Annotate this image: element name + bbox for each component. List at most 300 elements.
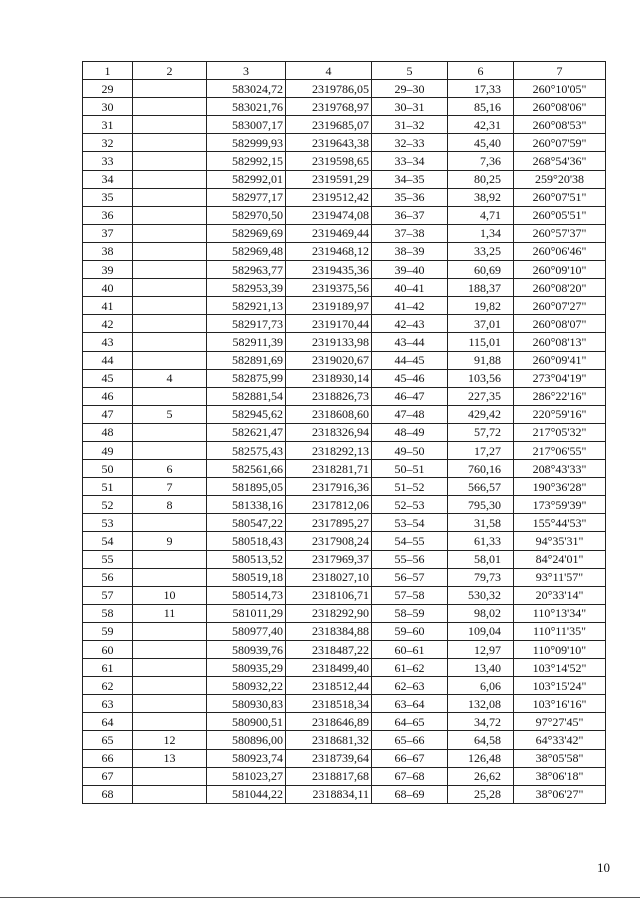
cell-length: 1,34	[448, 224, 514, 242]
cell-y-coordinate: 2317969,37	[286, 550, 372, 568]
table-row	[83, 586, 606, 604]
cell-x-coordinate: 582945,62	[207, 405, 286, 423]
cell-x-coordinate: 582977,17	[207, 188, 286, 206]
table-row	[83, 713, 606, 731]
cell-length: 91,88	[448, 351, 514, 369]
cell-x-coordinate: 582575,43	[207, 441, 286, 459]
cell-y-coordinate: 2319020,67	[286, 351, 372, 369]
cell-turning-point	[133, 188, 207, 206]
cell-turning-point	[133, 315, 207, 333]
cell-length: 33,25	[448, 242, 514, 260]
table-row	[83, 731, 606, 749]
table-row	[83, 152, 606, 170]
table-row	[83, 333, 606, 351]
cell-point-number: 65	[83, 731, 133, 749]
cell-point-number: 31	[83, 116, 133, 134]
cell-direction-angle: 217°06'55"	[514, 441, 606, 459]
cell-direction-angle: 273°04'19"	[514, 369, 606, 387]
cell-x-coordinate: 582963,77	[207, 261, 286, 279]
table-row	[83, 224, 606, 242]
cell-y-coordinate: 2318027,10	[286, 568, 372, 586]
cell-length: 4,71	[448, 206, 514, 224]
cell-point-number: 42	[83, 315, 133, 333]
cell-point-number: 38	[83, 242, 133, 260]
cell-turning-point	[133, 785, 207, 803]
coordinates-table	[82, 61, 606, 804]
cell-point-number: 47	[83, 405, 133, 423]
cell-point-number: 49	[83, 441, 133, 459]
cell-x-coordinate: 581338,16	[207, 496, 286, 514]
cell-direction-angle: 217°05'32"	[514, 423, 606, 441]
cell-y-coordinate: 2318681,32	[286, 731, 372, 749]
cell-turning-point	[133, 170, 207, 188]
cell-x-coordinate: 580514,73	[207, 586, 286, 604]
table-row	[83, 550, 606, 568]
cell-turning-point	[133, 279, 207, 297]
cell-y-coordinate: 2319685,07	[286, 116, 372, 134]
cell-x-coordinate: 582921,13	[207, 297, 286, 315]
cell-turning-point	[133, 80, 207, 98]
cell-x-coordinate: 582891,69	[207, 351, 286, 369]
cell-length: 7,36	[448, 152, 514, 170]
cell-direction-angle: 260°08'06"	[514, 98, 606, 116]
cell-segment: 59–60	[372, 622, 448, 640]
cell-turning-point: 11	[133, 604, 207, 622]
table-row	[83, 441, 606, 459]
cell-segment: 45–46	[372, 369, 448, 387]
table-row	[83, 80, 606, 98]
cell-segment: 32–33	[372, 134, 448, 152]
cell-y-coordinate: 2317916,36	[286, 478, 372, 496]
cell-point-number: 48	[83, 423, 133, 441]
cell-point-number: 66	[83, 749, 133, 767]
cell-turning-point	[133, 351, 207, 369]
cell-turning-point: 7	[133, 478, 207, 496]
cell-x-coordinate: 582969,48	[207, 242, 286, 260]
cell-turning-point	[133, 297, 207, 315]
cell-length: 429,42	[448, 405, 514, 423]
cell-segment: 40–41	[372, 279, 448, 297]
cell-direction-angle: 259°20'38	[514, 170, 606, 188]
cell-point-number: 52	[83, 496, 133, 514]
bottom-divider	[0, 897, 640, 898]
cell-point-number: 53	[83, 514, 133, 532]
table-row	[83, 767, 606, 785]
cell-y-coordinate: 2318106,71	[286, 586, 372, 604]
cell-direction-angle: 110°09'10"	[514, 641, 606, 659]
cell-x-coordinate: 582969,69	[207, 224, 286, 242]
cell-turning-point: 5	[133, 405, 207, 423]
cell-y-coordinate: 2318826,73	[286, 387, 372, 405]
column-header-y-coordinate: 4	[286, 62, 372, 80]
cell-turning-point: 6	[133, 460, 207, 478]
cell-turning-point	[133, 550, 207, 568]
table-row	[83, 206, 606, 224]
cell-segment: 33–34	[372, 152, 448, 170]
cell-turning-point	[133, 242, 207, 260]
cell-length: 79,73	[448, 568, 514, 586]
cell-length: 795,30	[448, 496, 514, 514]
cell-y-coordinate: 2319598,65	[286, 152, 372, 170]
cell-direction-angle: 38°06'27"	[514, 785, 606, 803]
cell-direction-angle: 103°16'16"	[514, 695, 606, 713]
cell-length: 17,27	[448, 441, 514, 459]
cell-x-coordinate: 580935,29	[207, 659, 286, 677]
cell-point-number: 35	[83, 188, 133, 206]
cell-segment: 38–39	[372, 242, 448, 260]
cell-turning-point	[133, 423, 207, 441]
cell-point-number: 50	[83, 460, 133, 478]
table-row	[83, 405, 606, 423]
cell-segment: 62–63	[372, 677, 448, 695]
cell-y-coordinate: 2319468,12	[286, 242, 372, 260]
cell-length: 85,16	[448, 98, 514, 116]
cell-y-coordinate: 2318608,60	[286, 405, 372, 423]
cell-y-coordinate: 2317895,27	[286, 514, 372, 532]
cell-x-coordinate: 580547,22	[207, 514, 286, 532]
cell-turning-point	[133, 659, 207, 677]
cell-x-coordinate: 581895,05	[207, 478, 286, 496]
cell-y-coordinate: 2319768,97	[286, 98, 372, 116]
cell-point-number: 44	[83, 351, 133, 369]
cell-point-number: 61	[83, 659, 133, 677]
cell-x-coordinate: 580519,18	[207, 568, 286, 586]
cell-point-number: 43	[83, 333, 133, 351]
cell-point-number: 34	[83, 170, 133, 188]
cell-turning-point	[133, 767, 207, 785]
column-header-point-number: 1	[83, 62, 133, 80]
cell-segment: 65–66	[372, 731, 448, 749]
cell-segment: 37–38	[372, 224, 448, 242]
cell-point-number: 62	[83, 677, 133, 695]
cell-y-coordinate: 2319133,98	[286, 333, 372, 351]
cell-x-coordinate: 582561,66	[207, 460, 286, 478]
cell-point-number: 29	[83, 80, 133, 98]
cell-length: 64,58	[448, 731, 514, 749]
cell-turning-point	[133, 677, 207, 695]
cell-x-coordinate: 582911,39	[207, 333, 286, 351]
table-row	[83, 514, 606, 532]
cell-length: 45,40	[448, 134, 514, 152]
cell-length: 34,72	[448, 713, 514, 731]
cell-direction-angle: 286°22'16"	[514, 387, 606, 405]
cell-turning-point	[133, 514, 207, 532]
table-row	[83, 261, 606, 279]
cell-y-coordinate: 2318292,13	[286, 441, 372, 459]
cell-segment: 46–47	[372, 387, 448, 405]
cell-point-number: 54	[83, 532, 133, 550]
table-row	[83, 188, 606, 206]
cell-point-number: 36	[83, 206, 133, 224]
table-row	[83, 279, 606, 297]
table-row	[83, 134, 606, 152]
column-header-length: 6	[448, 62, 514, 80]
cell-x-coordinate: 581044,22	[207, 785, 286, 803]
table-row	[83, 423, 606, 441]
cell-segment: 64–65	[372, 713, 448, 731]
cell-y-coordinate: 2319469,44	[286, 224, 372, 242]
table-row	[83, 749, 606, 767]
cell-segment: 30–31	[372, 98, 448, 116]
cell-segment: 56–57	[372, 568, 448, 586]
table-row	[83, 170, 606, 188]
cell-length: 25,28	[448, 785, 514, 803]
cell-x-coordinate: 583024,72	[207, 80, 286, 98]
cell-length: 98,02	[448, 604, 514, 622]
cell-direction-angle: 103°15'24"	[514, 677, 606, 695]
cell-point-number: 46	[83, 387, 133, 405]
table-row	[83, 659, 606, 677]
page-number: 10	[597, 860, 610, 875]
cell-segment: 34–35	[372, 170, 448, 188]
table-row	[83, 460, 606, 478]
cell-y-coordinate: 2318834,11	[286, 785, 372, 803]
cell-point-number: 55	[83, 550, 133, 568]
cell-turning-point	[133, 333, 207, 351]
cell-y-coordinate: 2319786,05	[286, 80, 372, 98]
cell-y-coordinate: 2318512,44	[286, 677, 372, 695]
cell-turning-point	[133, 713, 207, 731]
cell-y-coordinate: 2319643,38	[286, 134, 372, 152]
table-header-row	[83, 62, 606, 80]
cell-length: 12,97	[448, 641, 514, 659]
cell-direction-angle: 103°14'52"	[514, 659, 606, 677]
cell-length: 38,92	[448, 188, 514, 206]
cell-point-number: 56	[83, 568, 133, 586]
cell-turning-point	[133, 641, 207, 659]
cell-segment: 57–58	[372, 586, 448, 604]
cell-x-coordinate: 582970,50	[207, 206, 286, 224]
cell-turning-point	[133, 152, 207, 170]
cell-segment: 53–54	[372, 514, 448, 532]
cell-x-coordinate: 581023,27	[207, 767, 286, 785]
cell-length: 60,69	[448, 261, 514, 279]
cell-segment: 52–53	[372, 496, 448, 514]
cell-point-number: 59	[83, 622, 133, 640]
cell-turning-point: 10	[133, 586, 207, 604]
cell-direction-angle: 155°44'53"	[514, 514, 606, 532]
cell-turning-point: 8	[133, 496, 207, 514]
cell-segment: 50–51	[372, 460, 448, 478]
cell-y-coordinate: 2319591,29	[286, 170, 372, 188]
cell-turning-point: 4	[133, 369, 207, 387]
cell-direction-angle: 260°09'41"	[514, 351, 606, 369]
cell-segment: 51–52	[372, 478, 448, 496]
cell-segment: 66–67	[372, 749, 448, 767]
cell-x-coordinate: 580930,83	[207, 695, 286, 713]
cell-x-coordinate: 580513,52	[207, 550, 286, 568]
cell-x-coordinate: 582953,39	[207, 279, 286, 297]
cell-turning-point	[133, 387, 207, 405]
cell-x-coordinate: 582992,01	[207, 170, 286, 188]
cell-turning-point	[133, 261, 207, 279]
table-row	[83, 532, 606, 550]
cell-y-coordinate: 2319474,08	[286, 206, 372, 224]
cell-length: 57,72	[448, 423, 514, 441]
cell-length: 26,62	[448, 767, 514, 785]
cell-direction-angle: 94°35'31"	[514, 532, 606, 550]
cell-point-number: 40	[83, 279, 133, 297]
cell-y-coordinate: 2318292,90	[286, 604, 372, 622]
cell-segment: 61–62	[372, 659, 448, 677]
cell-y-coordinate: 2318384,88	[286, 622, 372, 640]
cell-y-coordinate: 2319512,42	[286, 188, 372, 206]
cell-direction-angle: 190°36'28"	[514, 478, 606, 496]
cell-direction-angle: 93°11'57"	[514, 568, 606, 586]
cell-y-coordinate: 2318646,89	[286, 713, 372, 731]
table-row	[83, 695, 606, 713]
cell-point-number: 41	[83, 297, 133, 315]
cell-segment: 31–32	[372, 116, 448, 134]
cell-length: 6,06	[448, 677, 514, 695]
cell-point-number: 33	[83, 152, 133, 170]
cell-y-coordinate: 2318326,94	[286, 423, 372, 441]
table-row	[83, 604, 606, 622]
cell-segment: 48–49	[372, 423, 448, 441]
cell-length: 530,32	[448, 586, 514, 604]
table-body	[83, 80, 606, 804]
table-row	[83, 242, 606, 260]
cell-length: 58,01	[448, 550, 514, 568]
cell-y-coordinate: 2319170,44	[286, 315, 372, 333]
cell-x-coordinate: 580900,51	[207, 713, 286, 731]
cell-direction-angle: 260°09'10"	[514, 261, 606, 279]
cell-segment: 29–30	[372, 80, 448, 98]
cell-segment: 60–61	[372, 641, 448, 659]
cell-point-number: 58	[83, 604, 133, 622]
cell-point-number: 68	[83, 785, 133, 803]
table-row	[83, 622, 606, 640]
cell-turning-point	[133, 134, 207, 152]
cell-point-number: 60	[83, 641, 133, 659]
cell-segment: 42–43	[372, 315, 448, 333]
cell-turning-point	[133, 695, 207, 713]
cell-x-coordinate: 580923,74	[207, 749, 286, 767]
cell-y-coordinate: 2318739,64	[286, 749, 372, 767]
cell-length: 13,40	[448, 659, 514, 677]
cell-length: 31,58	[448, 514, 514, 532]
table-row	[83, 297, 606, 315]
cell-y-coordinate: 2319375,56	[286, 279, 372, 297]
cell-turning-point	[133, 441, 207, 459]
cell-segment: 39–40	[372, 261, 448, 279]
table-row	[83, 98, 606, 116]
cell-direction-angle: 260°08'13"	[514, 333, 606, 351]
cell-length: 80,25	[448, 170, 514, 188]
table-row	[83, 568, 606, 586]
cell-y-coordinate: 2318518,34	[286, 695, 372, 713]
cell-direction-angle: 260°05'51"	[514, 206, 606, 224]
cell-point-number: 57	[83, 586, 133, 604]
cell-segment: 49–50	[372, 441, 448, 459]
column-header-segment: 5	[372, 62, 448, 80]
table-row	[83, 496, 606, 514]
cell-segment: 54–55	[372, 532, 448, 550]
cell-turning-point: 12	[133, 731, 207, 749]
cell-length: 17,33	[448, 80, 514, 98]
cell-direction-angle: 38°06'18"	[514, 767, 606, 785]
cell-length: 109,04	[448, 622, 514, 640]
cell-point-number: 32	[83, 134, 133, 152]
column-header-turning-point: 2	[133, 62, 207, 80]
cell-direction-angle: 110°11'35"	[514, 622, 606, 640]
cell-length: 188,37	[448, 279, 514, 297]
cell-point-number: 37	[83, 224, 133, 242]
cell-direction-angle: 260°07'51"	[514, 188, 606, 206]
cell-x-coordinate: 582881,54	[207, 387, 286, 405]
cell-turning-point	[133, 568, 207, 586]
cell-direction-angle: 38°05'58"	[514, 749, 606, 767]
cell-length: 103,56	[448, 369, 514, 387]
cell-length: 126,48	[448, 749, 514, 767]
cell-x-coordinate: 581011,29	[207, 604, 286, 622]
cell-direction-angle: 220°59'16"	[514, 405, 606, 423]
cell-x-coordinate: 583007,17	[207, 116, 286, 134]
cell-turning-point	[133, 622, 207, 640]
cell-direction-angle: 110°13'34"	[514, 604, 606, 622]
cell-x-coordinate: 582999,93	[207, 134, 286, 152]
cell-y-coordinate: 2318487,22	[286, 641, 372, 659]
cell-direction-angle: 64°33'42"	[514, 731, 606, 749]
cell-segment: 68–69	[372, 785, 448, 803]
table-row	[83, 785, 606, 803]
cell-x-coordinate: 580939,76	[207, 641, 286, 659]
cell-length: 566,57	[448, 478, 514, 496]
cell-point-number: 45	[83, 369, 133, 387]
cell-turning-point	[133, 98, 207, 116]
table-row	[83, 677, 606, 695]
cell-direction-angle: 268°54'36"	[514, 152, 606, 170]
cell-direction-angle: 260°08'20"	[514, 279, 606, 297]
cell-direction-angle: 260°06'46"	[514, 242, 606, 260]
cell-x-coordinate: 583021,76	[207, 98, 286, 116]
cell-length: 19,82	[448, 297, 514, 315]
cell-direction-angle: 260°07'59"	[514, 134, 606, 152]
cell-turning-point: 13	[133, 749, 207, 767]
cell-turning-point	[133, 224, 207, 242]
table-row	[83, 369, 606, 387]
column-header-x-coordinate: 3	[207, 62, 286, 80]
cell-direction-angle: 208°43'33"	[514, 460, 606, 478]
cell-x-coordinate: 580896,00	[207, 731, 286, 749]
cell-point-number: 39	[83, 261, 133, 279]
cell-y-coordinate: 2317908,24	[286, 532, 372, 550]
cell-direction-angle: 173°59'39"	[514, 496, 606, 514]
cell-segment: 55–56	[372, 550, 448, 568]
cell-x-coordinate: 582992,15	[207, 152, 286, 170]
cell-point-number: 63	[83, 695, 133, 713]
cell-point-number: 51	[83, 478, 133, 496]
cell-point-number: 67	[83, 767, 133, 785]
cell-y-coordinate: 2319435,36	[286, 261, 372, 279]
table-row	[83, 116, 606, 134]
cell-length: 132,08	[448, 695, 514, 713]
cell-turning-point	[133, 116, 207, 134]
cell-length: 760,16	[448, 460, 514, 478]
cell-x-coordinate: 582917,73	[207, 315, 286, 333]
table-row	[83, 351, 606, 369]
cell-y-coordinate: 2318281,71	[286, 460, 372, 478]
cell-x-coordinate: 580977,40	[207, 622, 286, 640]
cell-segment: 63–64	[372, 695, 448, 713]
cell-length: 115,01	[448, 333, 514, 351]
cell-y-coordinate: 2319189,97	[286, 297, 372, 315]
cell-point-number: 30	[83, 98, 133, 116]
cell-turning-point: 9	[133, 532, 207, 550]
cell-y-coordinate: 2318930,14	[286, 369, 372, 387]
cell-segment: 58–59	[372, 604, 448, 622]
cell-x-coordinate: 582875,99	[207, 369, 286, 387]
